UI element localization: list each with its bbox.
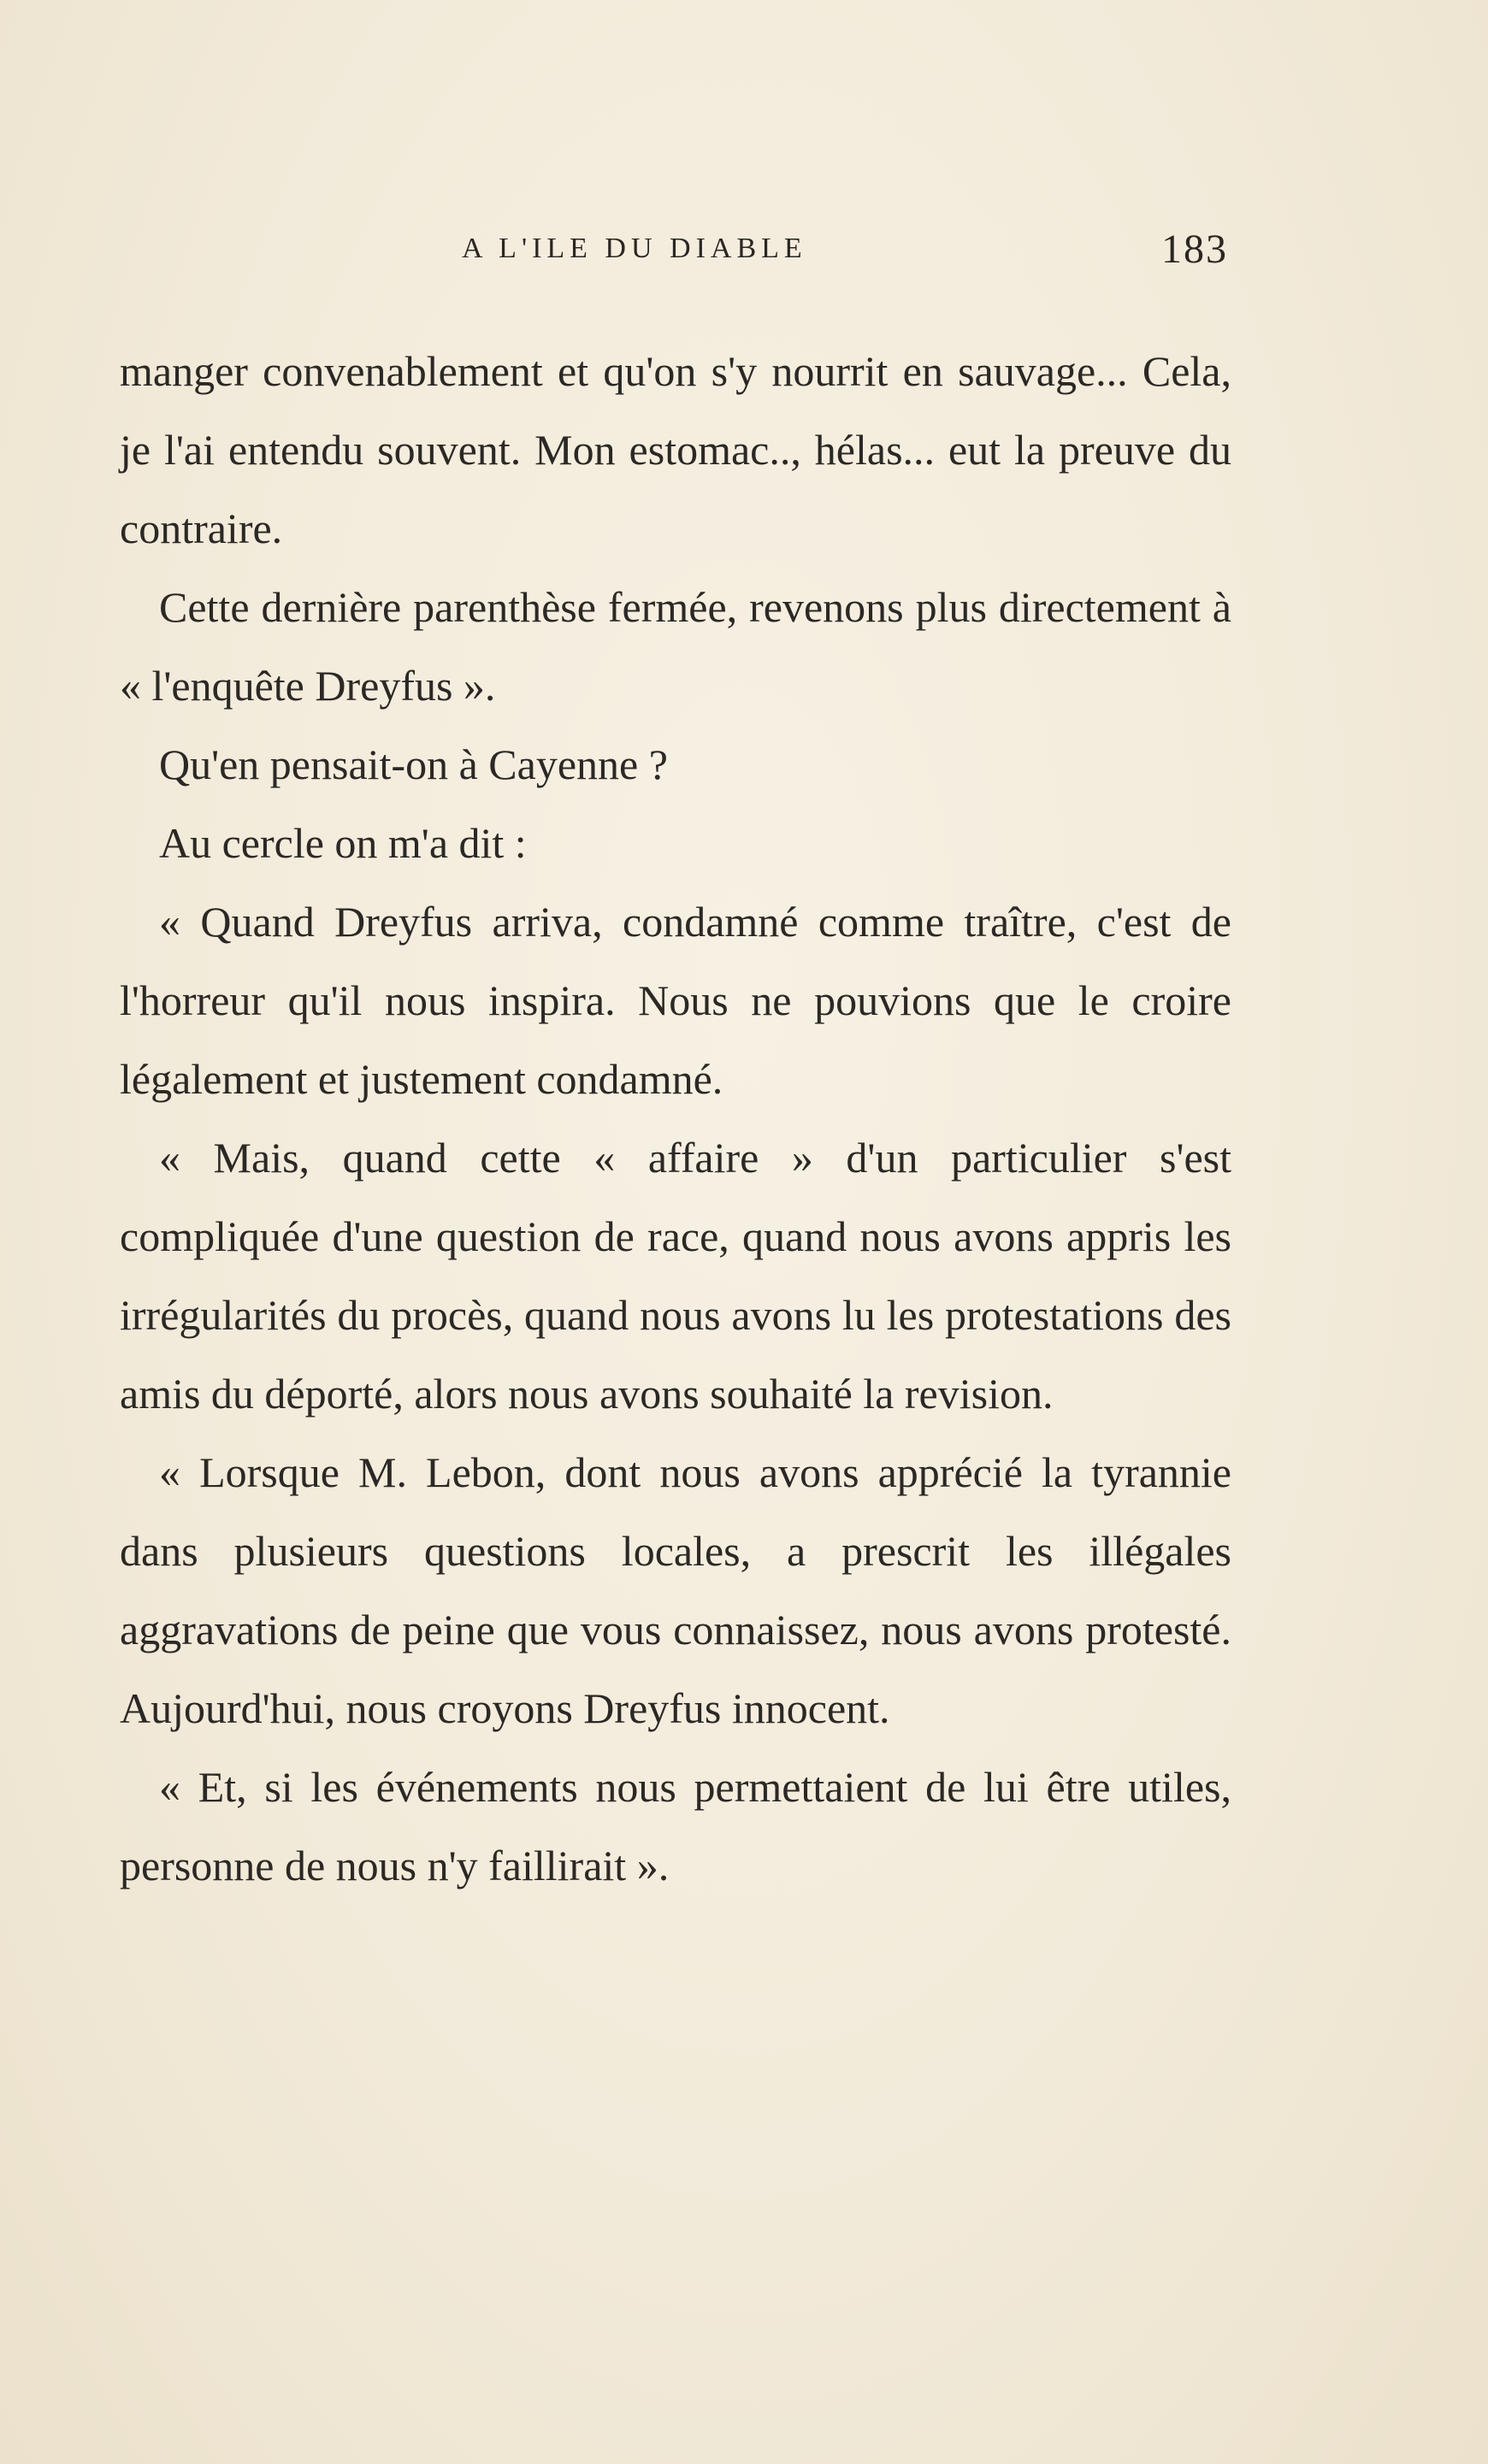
paragraph-1: manger convenablement et qu'on s'y nourrit en sauvage... Cela, je l'ai entendu souvent. Mon estomac.., hélas... eut la preuve du contraire.: [120, 347, 1231, 552]
paragraph-3: Qu'en pensait-on à Cayenne ?: [159, 740, 668, 788]
paragraph-6: « Mais, quand cette « affaire » d'un particulier s'est compliquée d'une question de race, quand nous avons appris les irrégularités du procès, quand nous avons lu les protestations des amis du déporté, alors nous avons souhaité la revision.: [120, 1134, 1231, 1418]
paragraph-7: « Lorsque M. Lebon, dont nous avons apprécié la tyrannie dans plusieurs questions locales, a prescrit les illégales aggravations de peine que vous connaissez, nous avons protesté. Aujourd'hui, nous croyons Dreyfus innocent.: [120, 1448, 1231, 1732]
paragraph-4: Au cercle on m'a dit :: [159, 819, 527, 867]
paragraph-8: « Et, si les événements nous permettaient de lui être utiles, personne de nous n'y faillirait ».: [120, 1763, 1231, 1889]
page-number: 183: [1161, 227, 1228, 272]
body-text: [120, 332, 1231, 1905]
running-title: A L'ILE DU DIABLE: [462, 233, 807, 264]
paragraph-5: « Quand Dreyfus arriva, condamné comme traître, c'est de l'horreur qu'il nous inspira. Nous ne pouvions que le croire légalement et justement condamné.: [120, 898, 1231, 1103]
page-header: [0, 227, 1488, 284]
paragraph-2: Cette dernière parenthèse fermée, revenons plus directement à « l'enquête Dreyfus ».: [120, 583, 1231, 710]
